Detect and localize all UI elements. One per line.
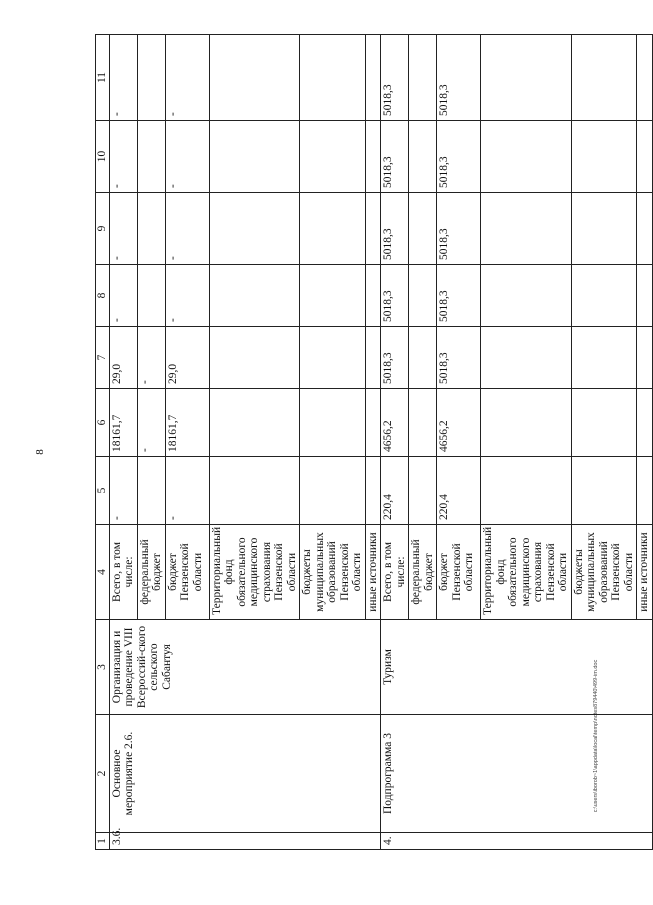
amount-cell <box>409 121 437 193</box>
header-cell: 9 <box>96 193 110 265</box>
amount-cell <box>300 389 366 457</box>
amount-cell: 5018,3 <box>381 327 409 389</box>
funding-source-cell: бюджеты муниципальных образований Пензенской области <box>300 525 366 620</box>
header-cell: 3 <box>96 620 110 715</box>
measure-name-cell: Подпрограмма 3 <box>381 715 653 833</box>
amount-cell <box>209 265 300 327</box>
amount-cell: - <box>109 35 137 121</box>
amount-cell: 29,0 <box>165 327 209 389</box>
amount-cell <box>365 457 381 525</box>
amount-cell <box>300 265 366 327</box>
amount-cell: 220,4 <box>437 457 481 525</box>
amount-cell: 5018,3 <box>437 35 481 121</box>
amount-cell <box>409 457 437 525</box>
amount-cell: 5018,3 <box>437 121 481 193</box>
header-cell: 7 <box>96 327 110 389</box>
table-body <box>96 35 653 850</box>
funding-source-cell: бюджеты муниципальных образований Пензенской области <box>571 525 637 620</box>
amount-cell <box>300 35 366 121</box>
amount-cell: - <box>165 35 209 121</box>
funding-source-cell: иные источники <box>365 525 381 620</box>
amount-cell <box>365 35 381 121</box>
amount-cell <box>481 193 572 265</box>
file-path-footer: c:\users\iborob~1\appdata\local\temp\notes879440\499-im.doc <box>593 659 599 813</box>
header-cell: 4 <box>96 525 110 620</box>
funding-source-cell: бюджет Пензенской области <box>165 525 209 620</box>
header-row <box>96 35 110 850</box>
amount-cell <box>209 35 300 121</box>
amount-cell: - <box>165 121 209 193</box>
page-number: 8 <box>34 449 46 455</box>
amount-cell <box>137 193 165 265</box>
amount-cell <box>365 327 381 389</box>
header-cell: 10 <box>96 121 110 193</box>
amount-cell <box>481 265 572 327</box>
amount-cell: 5018,3 <box>437 193 481 265</box>
funding-source-cell: федеральный бюджет <box>137 525 165 620</box>
funding-source-cell: Всего, в том числе: <box>381 525 409 620</box>
header-cell: 6 <box>96 389 110 457</box>
amount-cell: 4656,2 <box>437 389 481 457</box>
amount-cell: 4656,2 <box>381 389 409 457</box>
measure-description-cell: Организация и проведение VIII Всероссий-ского сельского Сабантуя <box>109 620 381 715</box>
measure-name-cell: Основное мероприятие 2.6. <box>109 715 381 833</box>
amount-cell <box>409 327 437 389</box>
amount-cell: - <box>109 457 137 525</box>
amount-cell: 29,0 <box>109 327 137 389</box>
amount-cell: - <box>109 265 137 327</box>
amount-cell <box>409 389 437 457</box>
amount-cell <box>137 265 165 327</box>
amount-cell <box>209 457 300 525</box>
table-row <box>109 35 137 850</box>
amount-cell <box>137 35 165 121</box>
row-number-cell: 3.6. <box>109 833 381 850</box>
amount-cell <box>209 193 300 265</box>
amount-cell <box>209 327 300 389</box>
amount-cell <box>637 35 653 121</box>
amount-cell: 18161,7 <box>165 389 209 457</box>
amount-cell: 5018,3 <box>437 265 481 327</box>
amount-cell: 5018,3 <box>381 265 409 327</box>
amount-cell <box>637 327 653 389</box>
amount-cell <box>571 121 637 193</box>
funding-source-cell: федеральный бюджет <box>409 525 437 620</box>
amount-cell <box>481 121 572 193</box>
amount-cell <box>637 265 653 327</box>
header-cell: 5 <box>96 457 110 525</box>
amount-cell <box>300 121 366 193</box>
amount-cell <box>409 265 437 327</box>
amount-cell: - <box>165 265 209 327</box>
amount-cell: 5018,3 <box>381 121 409 193</box>
amount-cell <box>637 193 653 265</box>
amount-cell <box>481 327 572 389</box>
program-funding-table <box>95 34 653 850</box>
amount-cell <box>637 121 653 193</box>
amount-cell: 5018,3 <box>437 327 481 389</box>
amount-cell <box>365 121 381 193</box>
amount-cell <box>571 389 637 457</box>
header-cell: 2 <box>96 715 110 833</box>
amount-cell <box>571 327 637 389</box>
amount-cell <box>209 121 300 193</box>
funding-source-cell: Территориальный фонд обязательного медицинского страхования Пензенской области <box>481 525 572 620</box>
amount-cell <box>409 193 437 265</box>
amount-cell <box>365 193 381 265</box>
amount-cell <box>571 35 637 121</box>
amount-cell: - <box>109 121 137 193</box>
amount-cell: - <box>109 193 137 265</box>
amount-cell <box>481 457 572 525</box>
amount-cell <box>409 35 437 121</box>
amount-cell <box>300 193 366 265</box>
amount-cell: - <box>137 389 165 457</box>
amount-cell: 5018,3 <box>381 193 409 265</box>
funding-source-cell: иные источники <box>637 525 653 620</box>
amount-cell <box>365 389 381 457</box>
amount-cell: 5018,3 <box>381 35 409 121</box>
funding-source-cell: Территориальный фонд обязательного медицинского страхования Пензенской области <box>209 525 300 620</box>
amount-cell: - <box>165 193 209 265</box>
amount-cell <box>637 389 653 457</box>
measure-description-cell: Туризм <box>381 620 653 715</box>
funding-source-cell: Всего, в том числе: <box>109 525 137 620</box>
amount-cell: - <box>137 327 165 389</box>
amount-cell <box>209 389 300 457</box>
amount-cell <box>571 457 637 525</box>
row-number-cell: 4. <box>381 833 653 850</box>
header-cell: 8 <box>96 265 110 327</box>
amount-cell <box>137 121 165 193</box>
amount-cell <box>481 389 572 457</box>
amount-cell <box>481 35 572 121</box>
table-row <box>381 35 409 850</box>
amount-cell <box>300 457 366 525</box>
funding-source-cell: бюджет Пензенской области <box>437 525 481 620</box>
amount-cell <box>571 193 637 265</box>
header-cell: 11 <box>96 35 110 121</box>
amount-cell: 18161,7 <box>109 389 137 457</box>
amount-cell <box>571 265 637 327</box>
amount-cell: 220,4 <box>381 457 409 525</box>
amount-cell <box>365 265 381 327</box>
header-cell: 1 <box>96 833 110 850</box>
amount-cell <box>637 457 653 525</box>
amount-cell <box>137 457 165 525</box>
amount-cell: - <box>165 457 209 525</box>
amount-cell <box>300 327 366 389</box>
